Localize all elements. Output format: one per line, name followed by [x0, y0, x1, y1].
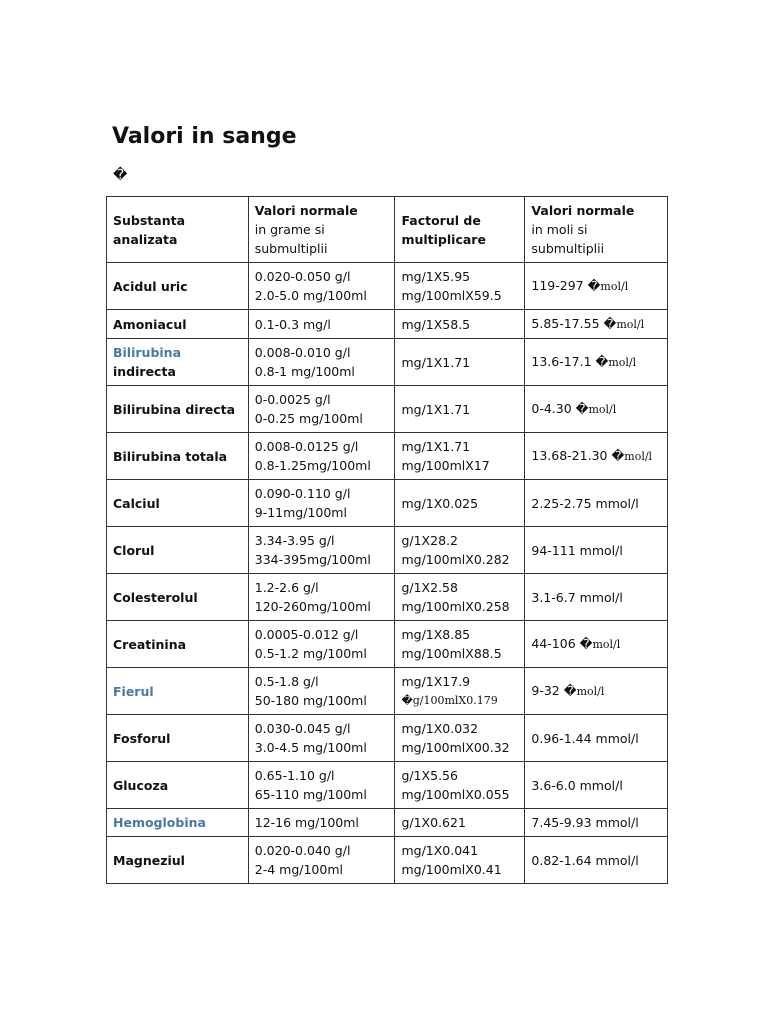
substance-cell [107, 263, 249, 310]
grams-cell [248, 574, 395, 621]
grams-value: 0.020-0.050 g/l [254, 269, 351, 284]
grams-cell [248, 310, 395, 339]
moles-unit: mol/l [576, 685, 605, 698]
moles-cell [525, 809, 668, 837]
grams-value: 0.1-0.3 mg/l [254, 316, 331, 332]
table-row [107, 668, 668, 715]
moles-value: 0-4.30 � [531, 401, 589, 416]
table-row [107, 621, 668, 668]
table-row [107, 527, 668, 574]
moles-cell [525, 310, 668, 339]
substance-cell [107, 809, 249, 837]
replacement-glyph: � [113, 167, 128, 183]
moles-value: 3.1-6.7 mmol/l [531, 589, 623, 605]
header-factor [395, 197, 525, 263]
table-body [107, 263, 668, 884]
moles-value: 0.82-1.64 mmol/l [531, 852, 639, 868]
factor-value: mg/1X1.71 [401, 439, 471, 454]
table-row [107, 837, 668, 884]
moles-cell [525, 668, 668, 715]
factor-value: mg/100mlX0.41 [401, 862, 502, 877]
table-row [107, 762, 668, 809]
moles-value: 5.85-17.55 � [531, 316, 617, 331]
substance-name: Bilirubina directa [113, 401, 236, 417]
factor-value: mg/1X0.025 [401, 495, 479, 511]
grams-cell [248, 762, 395, 809]
factor-cell [395, 433, 525, 480]
header-moles-line3: submultiplii [531, 241, 605, 256]
moles-value: 13.68-21.30 � [531, 448, 625, 463]
substance-cell [107, 527, 249, 574]
substance-cell [107, 386, 249, 433]
grams-value: 0-0.0025 g/l [254, 392, 331, 407]
moles-value: 3.6-6.0 mmol/l [531, 777, 623, 793]
factor-cell [395, 837, 525, 884]
factor-value: mg/1X58.5 [401, 316, 471, 332]
factor-value: mg/100mlX0.258 [401, 599, 510, 614]
grams-cell [248, 621, 395, 668]
factor-cell [395, 809, 525, 837]
factor-cell [395, 621, 525, 668]
moles-cell [525, 263, 668, 310]
substance-name: Fosforul [113, 730, 171, 746]
substance-cell [107, 621, 249, 668]
factor-value: mg/1X17.9 [401, 674, 471, 689]
factor-value: mg/1X0.041 [401, 843, 479, 858]
factor-value: mg/1X1.71 [401, 401, 471, 417]
grams-cell [248, 480, 395, 527]
table-row [107, 433, 668, 480]
grams-cell [248, 527, 395, 574]
header-grams [248, 197, 395, 263]
substance-cell [107, 762, 249, 809]
substance-name: Clorul [113, 542, 155, 558]
factor-value: mg/1X1.71 [401, 354, 471, 370]
moles-cell [525, 574, 668, 621]
table-row [107, 339, 668, 386]
grams-cell [248, 433, 395, 480]
header-moles [525, 197, 668, 263]
header-grams-line3: submultiplii [254, 241, 328, 256]
substance-name: Magneziul [113, 852, 185, 868]
table-row [107, 386, 668, 433]
table-row [107, 574, 668, 621]
factor-value: mg/100mlX59.5 [401, 288, 502, 303]
header-factor-line2: multiplicare [401, 231, 486, 247]
substance-cell [107, 837, 249, 884]
grams-cell [248, 386, 395, 433]
moles-value: 0.96-1.44 mmol/l [531, 730, 639, 746]
table-row [107, 809, 668, 837]
grams-cell [248, 809, 395, 837]
grams-value: 0.020-0.040 g/l [254, 843, 351, 858]
substance-cell [107, 433, 249, 480]
substance-name: Amoniacul [113, 316, 187, 332]
substance-cell [107, 310, 249, 339]
substance-cell [107, 339, 249, 386]
grams-value: 0.0005-0.012 g/l [254, 627, 359, 642]
grams-cell [248, 837, 395, 884]
grams-value: 120-260mg/100ml [254, 599, 371, 614]
substance-name: Colesterolul [113, 589, 198, 605]
moles-value: 2.25-2.75 mmol/l [531, 495, 639, 511]
moles-unit: mol/l [592, 638, 621, 651]
grams-value: 0-0.25 mg/100ml [254, 411, 363, 426]
table-row [107, 310, 668, 339]
grams-value: 12-16 mg/100ml [254, 815, 359, 830]
factor-cell [395, 527, 525, 574]
grams-cell [248, 715, 395, 762]
grams-value: 2.0-5.0 mg/100ml [254, 288, 367, 303]
factor-cell [395, 574, 525, 621]
grams-value: 3.34-3.95 g/l [254, 533, 335, 548]
header-moles-title: Valori normale [531, 203, 635, 218]
grams-value: 65-110 mg/100ml [254, 787, 367, 802]
moles-cell [525, 480, 668, 527]
moles-cell [525, 837, 668, 884]
factor-cell [395, 480, 525, 527]
moles-value: 9-32 � [531, 683, 577, 698]
table-row [107, 715, 668, 762]
substance-cell [107, 480, 249, 527]
moles-unit: mol/l [624, 450, 653, 463]
factor-cell [395, 762, 525, 809]
factor-value: g/1X5.56 [401, 768, 458, 783]
factor-value: mg/100mlX88.5 [401, 646, 502, 661]
substance-name: Glucoza [113, 777, 169, 793]
substance-cell [107, 715, 249, 762]
substance-name: Creatinina [113, 636, 187, 652]
table-row [107, 263, 668, 310]
grams-cell [248, 339, 395, 386]
header-factor-line1: Factorul de [401, 212, 481, 228]
factor-value: �g/100mlX0.179 [401, 694, 498, 707]
moles-cell [525, 715, 668, 762]
factor-value: g/1X0.621 [401, 815, 466, 830]
factor-value: mg/100mlX0.055 [401, 787, 510, 802]
moles-unit: mol/l [616, 318, 645, 331]
moles-cell [525, 433, 668, 480]
factor-cell [395, 339, 525, 386]
grams-value: 9-11mg/100ml [254, 505, 347, 520]
grams-cell [248, 263, 395, 310]
factor-cell [395, 263, 525, 310]
moles-value: 7.45-9.93 mmol/l [531, 815, 639, 830]
grams-value: 334-395mg/100ml [254, 552, 371, 567]
substance-name: Bilirubina totala [113, 448, 228, 464]
moles-cell [525, 339, 668, 386]
substance-link[interactable]: Fierul [113, 683, 154, 699]
moles-value: 119-297 � [531, 278, 601, 293]
substance-link[interactable]: Hemoglobina [113, 815, 206, 830]
grams-value: 0.65-1.10 g/l [254, 768, 335, 783]
substance-name: Calciul [113, 495, 160, 511]
factor-cell [395, 386, 525, 433]
factor-value: mg/1X8.85 [401, 627, 471, 642]
blood-values-table [106, 196, 668, 884]
grams-value: 0.030-0.045 g/l [254, 721, 351, 736]
factor-value: mg/100mlX0.282 [401, 552, 510, 567]
grams-value: 3.0-4.5 mg/100ml [254, 740, 367, 755]
moles-cell [525, 762, 668, 809]
grams-value: 0.008-0.0125 g/l [254, 439, 359, 454]
grams-value: 0.8-1.25mg/100ml [254, 458, 371, 473]
table-header-row [107, 197, 668, 263]
moles-unit: mol/l [600, 280, 629, 293]
factor-value: g/1X2.58 [401, 580, 458, 595]
page-title: Valori in sange [112, 124, 297, 149]
header-substance-line2: analizata [113, 231, 178, 247]
moles-value: 94-111 mmol/l [531, 542, 623, 558]
moles-unit: mol/l [608, 356, 637, 369]
substance-link[interactable]: Bilirubina [113, 345, 182, 360]
grams-cell [248, 668, 395, 715]
header-grams-title: Valori normale [254, 203, 358, 218]
grams-value: 0.5-1.8 g/l [254, 674, 319, 689]
factor-value: mg/100mlX17 [401, 458, 490, 473]
factor-value: mg/1X5.95 [401, 269, 471, 284]
factor-value: mg/100mlX00.32 [401, 740, 510, 755]
grams-value: 0.8-1 mg/100ml [254, 364, 355, 379]
grams-value: 0.008-0.010 g/l [254, 345, 351, 360]
moles-cell [525, 527, 668, 574]
factor-cell [395, 668, 525, 715]
factor-cell [395, 715, 525, 762]
moles-value: 13.6-17.1 � [531, 354, 609, 369]
grams-value: 2-4 mg/100ml [254, 862, 343, 877]
moles-value: 44-106 � [531, 636, 593, 651]
grams-value: 1.2-2.6 g/l [254, 580, 319, 595]
grams-value: 0.090-0.110 g/l [254, 486, 351, 501]
grams-value: 50-180 mg/100ml [254, 693, 367, 708]
substance-name: Acidul uric [113, 278, 188, 294]
header-substance-line1: Substanta [113, 212, 186, 228]
table-row [107, 480, 668, 527]
moles-cell [525, 621, 668, 668]
header-substance [107, 197, 249, 263]
grams-value: 0.5-1.2 mg/100ml [254, 646, 367, 661]
substance-cell [107, 668, 249, 715]
header-grams-line2: in grame si [254, 222, 325, 237]
moles-unit: mol/l [588, 403, 617, 416]
factor-cell [395, 310, 525, 339]
factor-value: g/1X28.2 [401, 533, 458, 548]
factor-value: mg/1X0.032 [401, 721, 479, 736]
header-moles-line2: in moli si [531, 222, 588, 237]
moles-cell [525, 386, 668, 433]
substance-cell [107, 574, 249, 621]
substance-name-rest: indirecta [113, 364, 176, 379]
